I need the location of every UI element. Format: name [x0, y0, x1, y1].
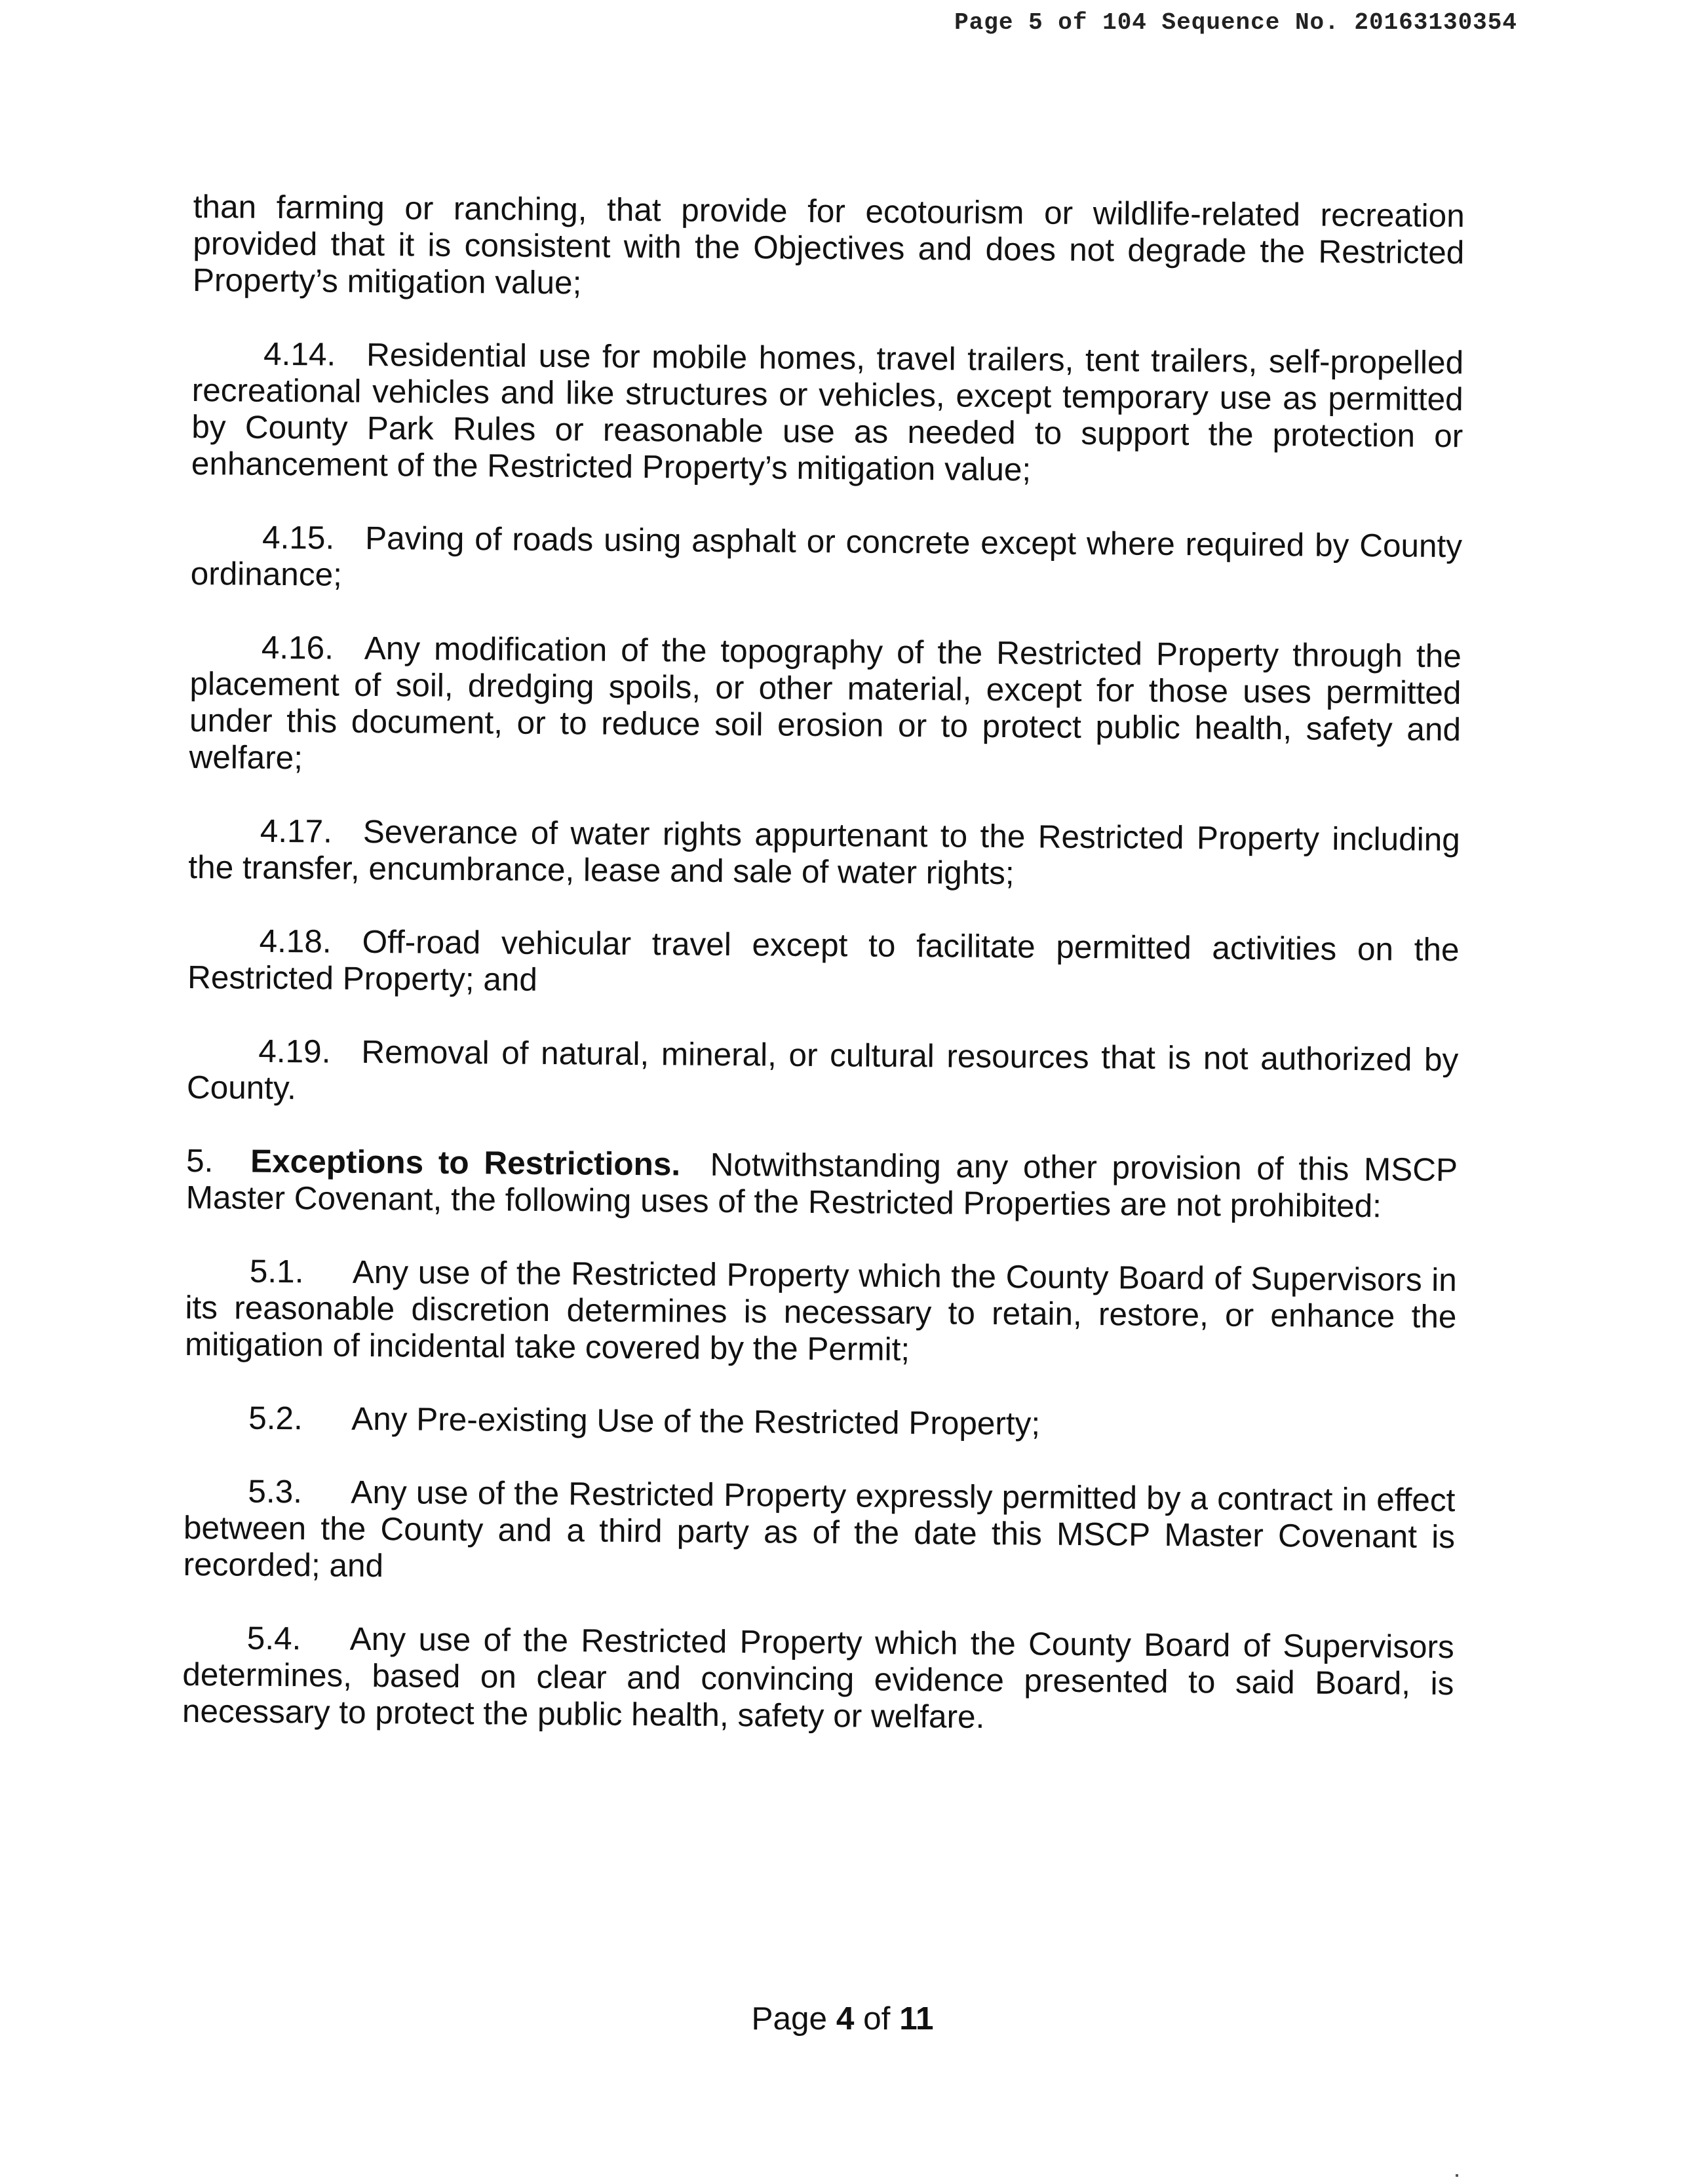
item-number: 4.16. [261, 629, 334, 666]
list-item-5-3 [183, 1473, 1455, 1592]
item-number: 4.14. [263, 335, 336, 373]
section-number: 5. [185, 1142, 214, 1179]
item-text: Residential use for mobile homes, travel trailers, tent trailers, self-propelled recreational vehicles and like structures or vehicles, except temporary use as permitted by County Park Rules or reasonable use as needed to support the protection or enhancement of the Restricted Property’s mitigation value; [191, 336, 1464, 488]
list-item-4-14 [191, 335, 1464, 491]
item-text: Off-road vehicular travel except to facilitate permitted activities on the Restricted Property; and [187, 923, 1460, 998]
document-body [182, 189, 1465, 1776]
item-number: 5.1. [249, 1253, 304, 1290]
item-text: Severance of water rights appurtenant to the Restricted Property including the transfer, encumbrance, lease and sale of water rights; [188, 813, 1460, 892]
footer-page-total: 11 [899, 2001, 934, 2037]
scan-speck [1456, 2174, 1458, 2177]
footer-of-word: of [863, 2001, 891, 2037]
item-text: Any modification of the topography of the Restricted Property through the placement of soil, dredging spoils, or other material, except for those uses permitted under this document, or to reduce soil erosion or to protect public health, safety and welfare; [189, 630, 1462, 776]
footer-page-word: Page [751, 2001, 828, 2037]
list-item-4-15 [190, 519, 1462, 602]
item-number: 4.17. [260, 813, 333, 850]
list-item-4-19 [187, 1033, 1459, 1115]
list-item-4-18 [187, 923, 1460, 1005]
list-item-4-16 [189, 629, 1462, 785]
footer-page-current: 4 [836, 2001, 855, 2037]
section-text: Notwithstanding any other provision of this MSCP Master Covenant, the following uses of the Restricted Properties are not prohibited: [185, 1146, 1458, 1225]
item-text: Paving of roads using asphalt or concrete except where required by County ordinance; [190, 520, 1463, 593]
item-text: Removal of natural, mineral, or cultural resources that is not authorized by County. [186, 1033, 1459, 1107]
item-number: 4.15. [261, 519, 335, 556]
item-number: 5.4. [246, 1620, 301, 1657]
list-item-5-2 [184, 1400, 1456, 1446]
item-number: 5.2. [248, 1400, 303, 1437]
item-number: 5.3. [248, 1473, 303, 1510]
item-text: Any use of the Restricted Property expressly permitted by a contract in effect between the County and a third party as of the date this MSCP Master Covenant is recorded; and [183, 1474, 1456, 1584]
recording-page-stamp: Page 5 of 104 Sequence No. 20163130354 [954, 9, 1517, 36]
list-item-4-17 [188, 813, 1460, 895]
item-text: Any use of the Restricted Property which the County Board of Supervisors determines, based on clear and convincing evidence presented to said Board, is necessary to protect the public health, safety or welfare. [182, 1620, 1454, 1735]
item-number: 4.19. [258, 1033, 331, 1070]
list-item-5-4 [182, 1620, 1454, 1739]
section-5 [186, 1143, 1458, 1225]
list-item-5-1 [185, 1253, 1457, 1372]
item-text: Any Pre-existing Use of the Restricted Property; [351, 1400, 1041, 1442]
item-text: Any use of the Restricted Property which the County Board of Supervisors in its reasonable discretion determines is necessary to retain, restore, or enhance the mitigation of incidental take covered by the Permit; [184, 1254, 1458, 1368]
page-footer [0, 2000, 1685, 2037]
section-heading: Exceptions to Restrictions. [250, 1143, 681, 1183]
paragraph-continuation: than farming or ranching, that provide for ecotourism or wildlife-related recreation provided that it is consistent with the Objectives and does not degrade the Restricted Property’s mitigation value; [192, 189, 1465, 301]
item-number: 4.18. [259, 923, 332, 960]
